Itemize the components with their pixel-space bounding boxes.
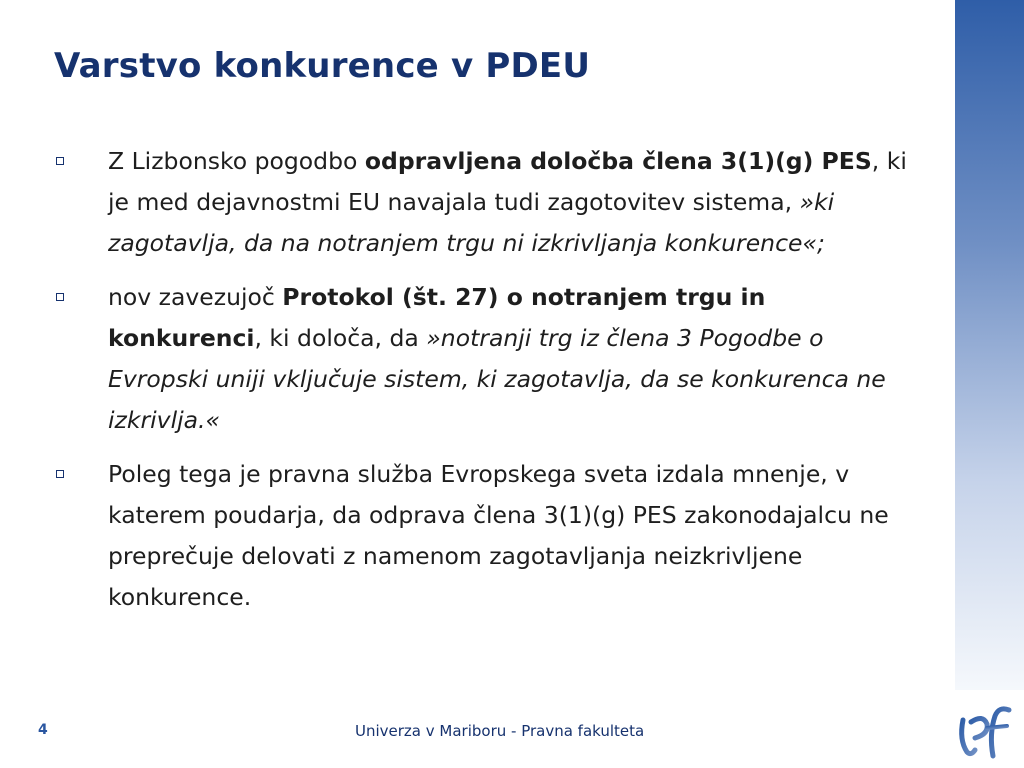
text-run-bold: odpravljena določba člena 3(1)(g) PES [364,147,872,175]
bullet-item [56,141,916,264]
square-bullet-icon [56,470,64,478]
page-number: 4 [38,722,48,738]
square-bullet-icon [56,157,64,165]
text-run: , ki je med dejavnostmi EU navajala tudi zagotovitev sistema, [108,147,907,216]
square-bullet-icon [56,293,64,301]
text-run: nov zavezujoč [108,283,283,311]
bullet-text [108,147,907,257]
text-run: , ki določa, da [254,324,427,352]
pf-logo-icon [953,700,1015,762]
bullet-text [108,283,886,434]
bullet-list [56,141,916,631]
decorative-side-bar [955,0,1024,690]
text-run-bold: Protokol (št. 27) o notranjem trgu in konkurenci [108,283,766,352]
bullet-item [56,277,916,441]
text-run: Z Lizbonsko pogodbo [108,147,365,175]
footer-institution: Univerza v Mariboru - Pravna fakulteta [355,722,645,740]
bullet-item [56,454,916,618]
text-run-italic: »notranji trg iz člena 3 Pogodbe o Evropski uniji vključuje sistem, ki zagotavlja, da se konkurenca ne izkrivlja.« [108,324,886,434]
bullet-text: Poleg tega je pravna služba Evropskega sveta izdala mnenje, v katerem poudarja, da odprava člena 3(1)(g) PES zakonodajalcu ne preprečuje delovati z namenom zagotavljanja neizkrivljene konkurence. [108,460,889,611]
text-run-italic: »ki zagotavlja, da na notranjem trgu ni izkrivljanja konkurence«; [108,188,835,257]
slide-title: Varstvo konkurence v PDEU [54,46,591,86]
